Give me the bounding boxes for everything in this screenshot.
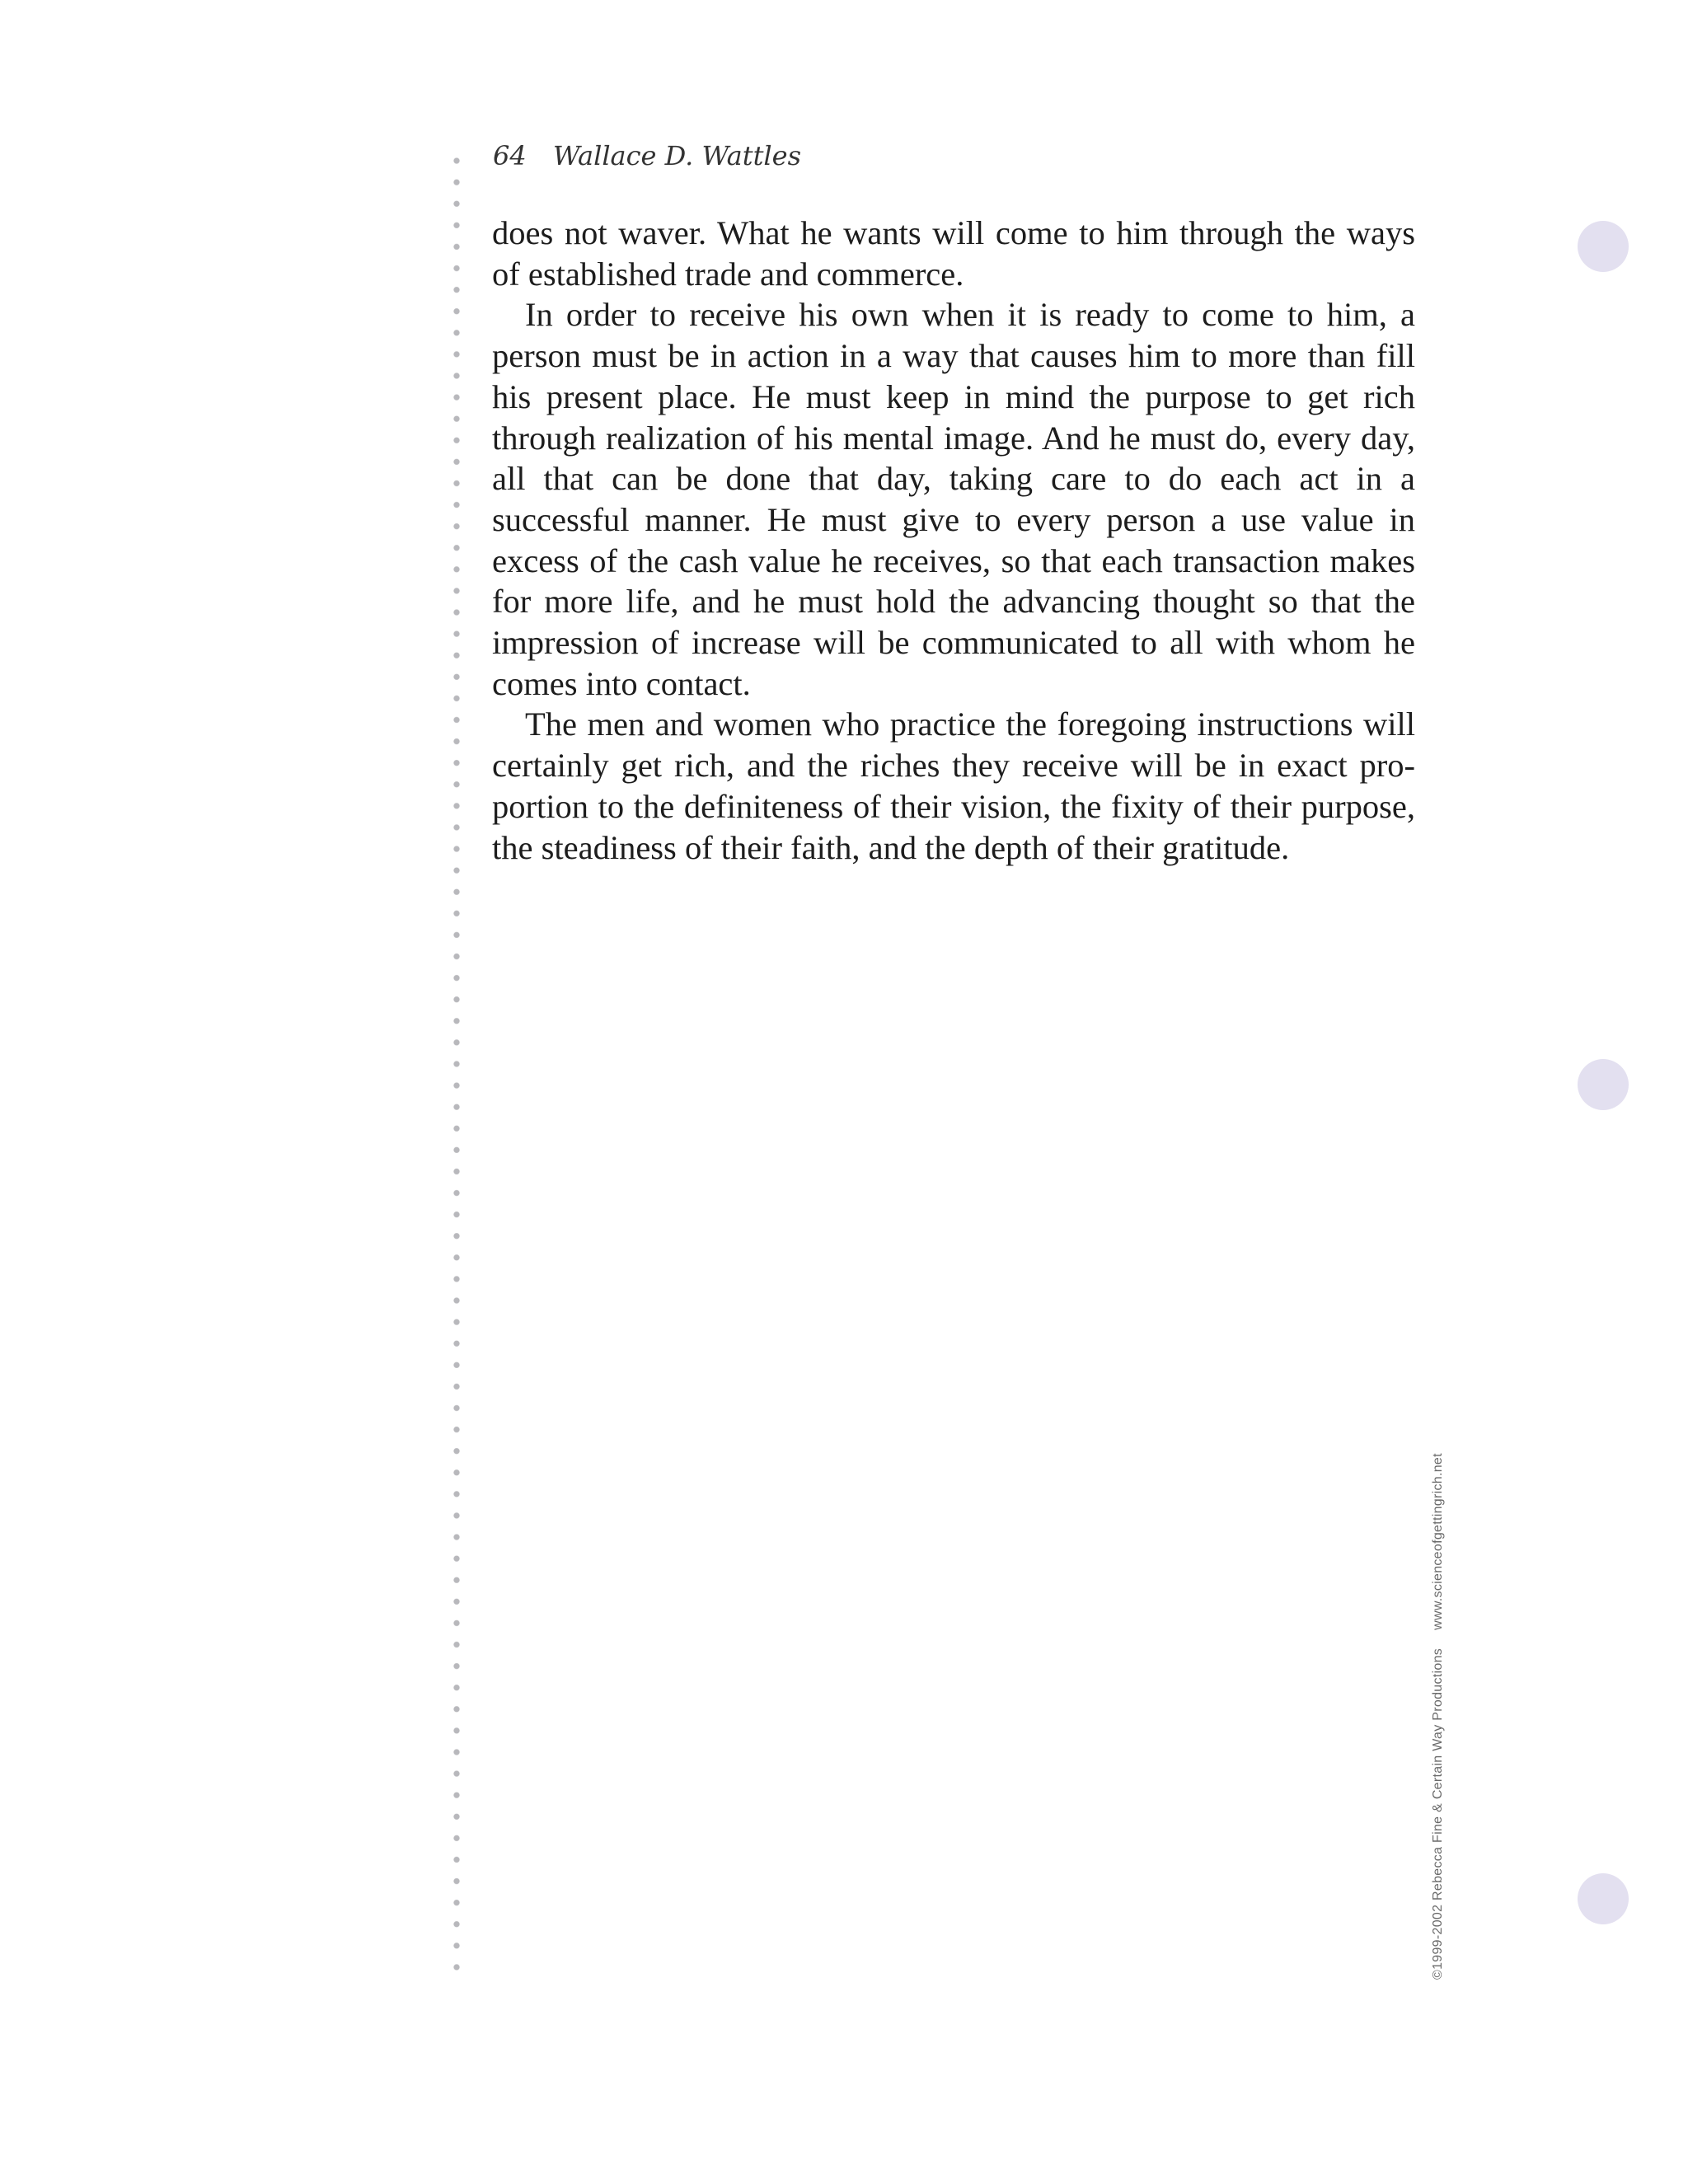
paragraph-2: In order to receive his own when it is ready to come to him, a person must be in action in a way that causes him to more than fill his present place. He must keep in mind the purpose to get rich through realization of his mental image. And he must do, every day, all that can be done that day, taking care to do each act in a successful manner. He must give to every person a use value in excess of the cash value he receives, so that each transaction makes for more life, and he must hold the advancing thought so that the impression of increase will be communicated to all with whom he comes into contact. (492, 296, 1415, 702)
dotted-margin-rule (452, 150, 461, 1975)
paragraph-3: The men and women who practice the foregoing instructions will certainly get rich, and the riches they receive will be in exact proportion to the definiteness of their vision, the fixity of their purpose, the steadiness of their faith, and the depth of their gratitude. (492, 705, 1415, 866)
body-text (492, 213, 1415, 868)
punch-hole-bottom (1578, 1873, 1629, 1924)
running-head (493, 140, 801, 171)
copyright-notice (1431, 1453, 1446, 1980)
page-number: 64 (493, 140, 527, 171)
punch-hole-middle (1578, 1059, 1629, 1110)
punch-hole-top (1578, 221, 1629, 272)
copyright-text: ©1999-2002 Rebecca Fine & Certain Way Productions (1431, 1647, 1445, 1980)
running-head-author: Wallace D. Wattles (552, 140, 802, 171)
paragraph-1: does not waver. What he wants will come to him through the ways of established trade and commerce. (492, 214, 1415, 293)
copyright-url: www.scienceofgettingrich.net (1431, 1453, 1445, 1630)
